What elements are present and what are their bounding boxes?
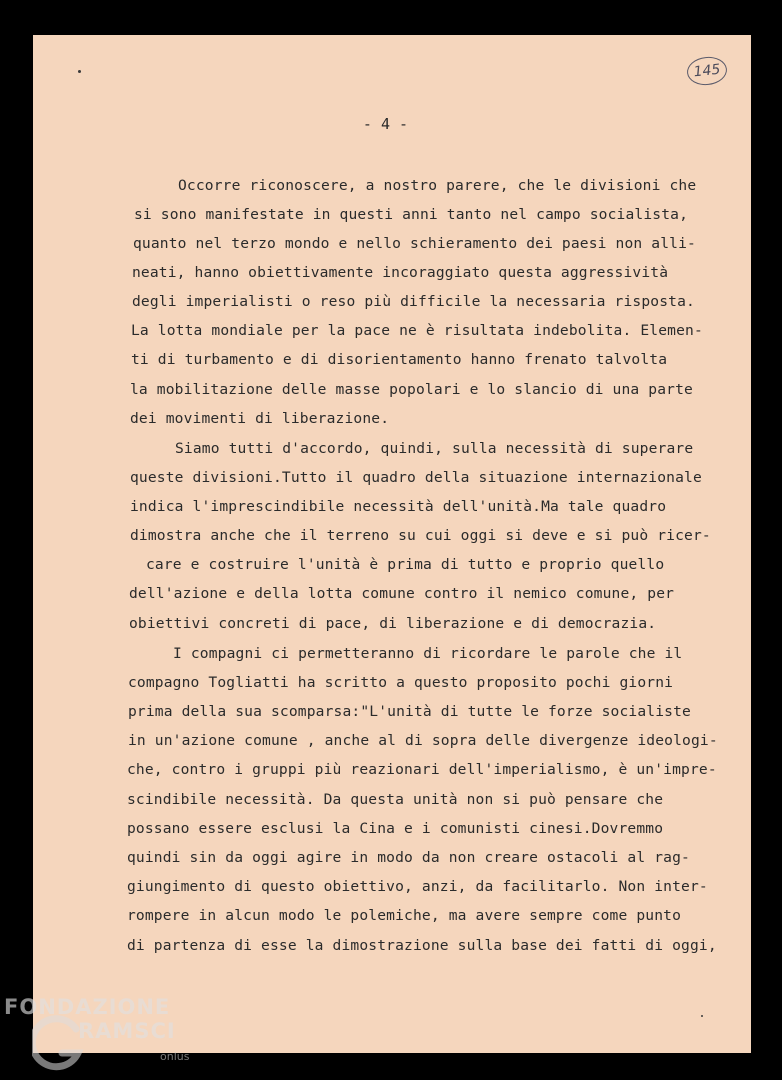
- archive-page-number: 145: [686, 55, 729, 87]
- text-line: si sono manifestate in questi anni tanto nel campo socialista,: [134, 206, 689, 223]
- text-line: Siamo tutti d'accordo, quindi, sulla necessità di superare: [175, 440, 694, 457]
- text-line: neati, hanno obiettivamente incoraggiato questa aggressività: [132, 264, 669, 281]
- watermark-subtitle: onlus: [160, 1050, 190, 1063]
- text-line: La lotta mondiale per la pace ne è risultata indebolita. Elemen-: [131, 322, 703, 339]
- speck-mark: [701, 1015, 703, 1017]
- text-line: indica l'imprescindibile necessità dell'unità.Ma tale quadro: [130, 498, 667, 515]
- text-line: I compagni ci permetteranno di ricordare le parole che il: [173, 645, 683, 662]
- text-line: di partenza di esse la dimostrazione sulla base dei fatti di oggi,: [127, 937, 717, 954]
- text-line: giungimento di questo obiettivo, anzi, da facilitarlo. Non inter-: [127, 878, 708, 895]
- text-line: ti di turbamento e di disorientamento hanno frenato talvolta: [131, 351, 668, 368]
- text-line: dell'azione e della lotta comune contro il nemico comune, per: [129, 585, 675, 602]
- text-line: dimostra anche che il terreno su cui oggi si deve e si può ricer-: [130, 527, 711, 544]
- text-line: scindibile necessità. Da questa unità non si può pensare che: [127, 791, 664, 808]
- text-line: degli imperialisti o reso più difficile la necessaria risposta.: [132, 293, 695, 310]
- text-line: prima della sua scomparsa:"L'unità di tutte le forze socialiste: [128, 703, 691, 720]
- text-line: Occorre riconoscere, a nostro parere, che le divisioni che: [178, 177, 697, 194]
- text-line: care e costruire l'unità è prima di tutto e proprio quello: [146, 556, 665, 573]
- text-line: compagno Togliatti ha scritto a questo proposito pochi giorni: [128, 674, 674, 691]
- watermark-line1: FONDAZIONE: [4, 995, 171, 1019]
- speck-mark: [78, 70, 81, 73]
- text-line: che, contro i gruppi più reazionari dell'imperialismo, è un'impre-: [127, 761, 717, 778]
- text-line: in un'azione comune , anche al di sopra delle divergenze ideologi-: [128, 732, 718, 749]
- text-line: quanto nel terzo mondo e nello schieramento dei paesi non alli-: [133, 235, 696, 252]
- text-line: la mobilitazione delle masse popolari e lo slancio di una parte: [130, 381, 693, 398]
- text-line: possano essere esclusi la Cina e i comunisti cinesi.Dovremmo: [127, 820, 664, 837]
- fondazione-gramsci-watermark: [4, 995, 194, 1075]
- text-line: rompere in alcun modo le polemiche, ma avere sempre come punto: [127, 907, 682, 924]
- watermark-line2: RAMSCI: [78, 1019, 176, 1043]
- document-page: [33, 35, 751, 1053]
- text-line: obiettivi concreti di pace, di liberazione e di democrazia.: [129, 615, 657, 632]
- text-line: dei movimenti di liberazione.: [130, 410, 390, 427]
- text-line: quindi sin da oggi agire in modo da non creare ostacoli al rag-: [127, 849, 690, 866]
- page-header: - 4 -: [362, 115, 409, 133]
- text-line: queste divisioni.Tutto il quadro della situazione internazionale: [130, 469, 702, 486]
